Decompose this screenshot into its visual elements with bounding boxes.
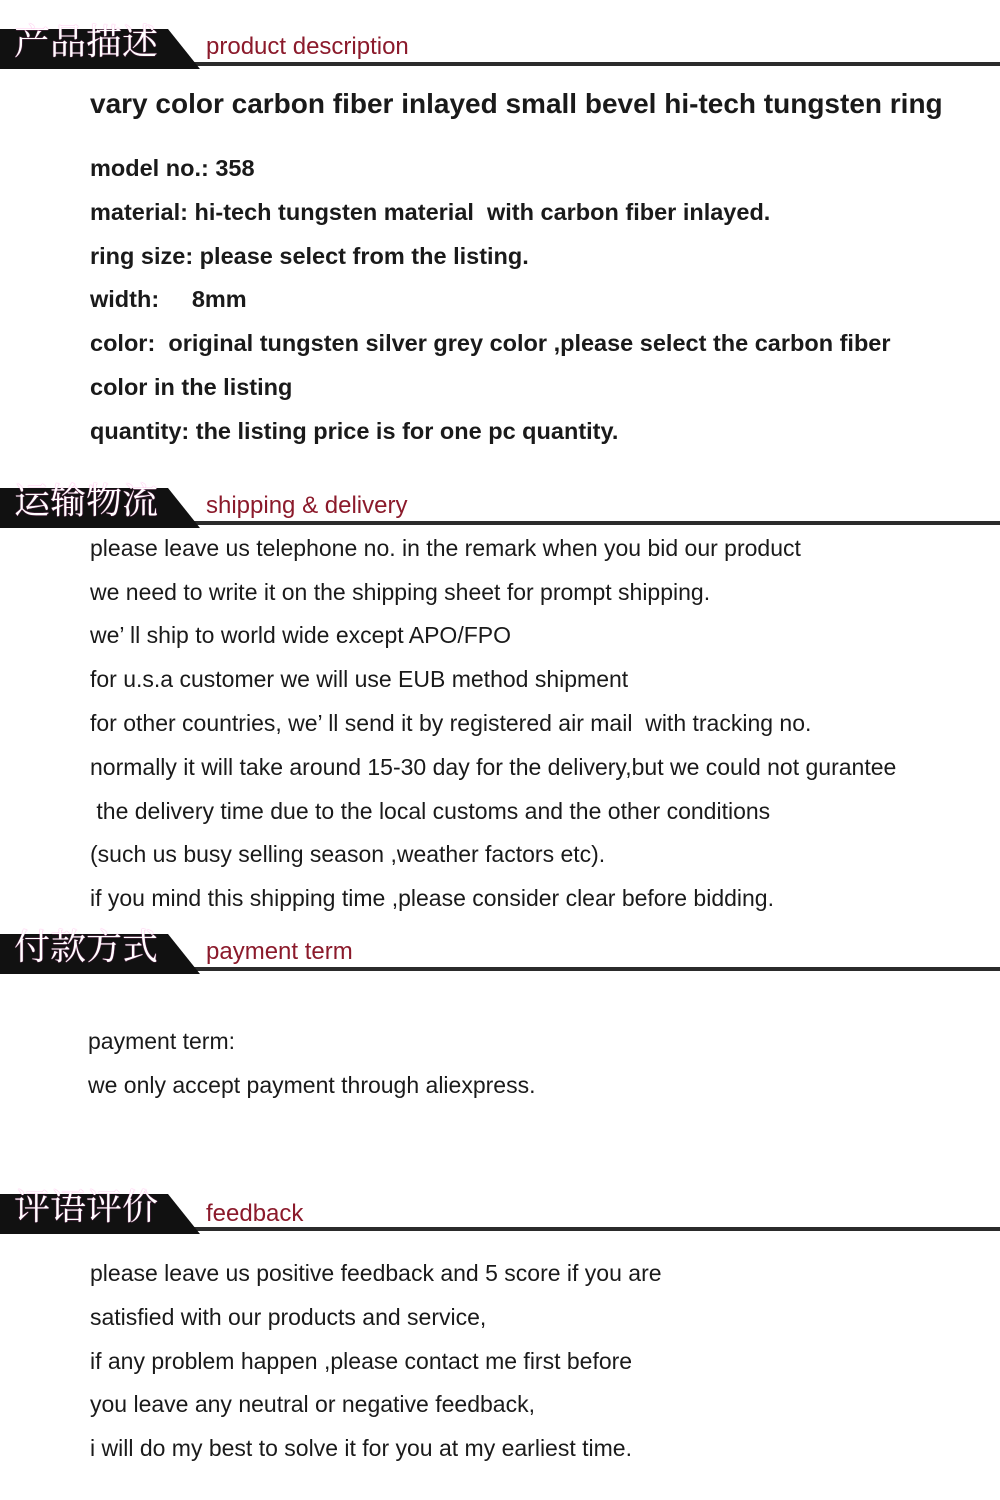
shipping-line: we need to write it on the shipping sheet for prompt shipping. — [90, 579, 711, 605]
feedback-line: if any problem happen ,please contact me first before — [90, 1348, 633, 1374]
header-title-cn: 产品描述 — [14, 22, 159, 63]
header-title-cn: 评语评价 — [14, 1187, 159, 1228]
section-header-product — [0, 22, 1000, 85]
header-title-en: feedback — [206, 1200, 304, 1227]
header-title-en: product description — [206, 33, 409, 60]
shipping-line: (such us busy selling season ,weather factors etc). — [90, 841, 606, 867]
spec-color: color: original tungsten silver grey color ,please select the carbon fiber — [90, 330, 891, 356]
header-title-cn: 运输物流 — [14, 481, 159, 522]
payment-line: payment term: — [88, 1028, 235, 1054]
shipping-line: we’ ll ship to world wide except APO/FPO — [90, 622, 511, 648]
section-header-payment — [0, 927, 1000, 990]
product-title: vary color carbon fiber inlayed small bevel hi-tech tungsten ring — [90, 88, 943, 119]
shipping-line: please leave us telephone no. in the remark when you bid our product — [90, 535, 801, 561]
header-title-cn: 付款方式 — [14, 927, 159, 968]
shipping-line: the delivery time due to the local customs and the other conditions — [90, 798, 771, 824]
spec-width: width: 8mm — [90, 286, 247, 312]
spec-color-cont: color in the listing — [90, 374, 293, 400]
shipping-line: normally it will take around 15-30 day for the delivery,but we could not gurantee — [90, 754, 897, 780]
spec-model: model no.: 358 — [90, 155, 255, 181]
shipping-line: for u.s.a customer we will use EUB method shipment — [90, 666, 629, 692]
shipping-line: for other countries, we’ ll send it by registered air mail with tracking no. — [90, 710, 812, 736]
feedback-line: you leave any neutral or negative feedback, — [90, 1391, 535, 1417]
spec-quantity: quantity: the listing price is for one pc quantity. — [90, 418, 619, 444]
header-title-en: shipping & delivery — [206, 492, 408, 519]
header-title-en: payment term — [206, 938, 353, 965]
feedback-line: i will do my best to solve it for you at my earliest time. — [90, 1435, 632, 1461]
spec-material: material: hi-tech tungsten material with carbon fiber inlayed. — [90, 199, 771, 225]
payment-line: we only accept payment through aliexpress. — [88, 1072, 536, 1098]
section-header-feedback — [0, 1187, 1000, 1250]
shipping-line: if you mind this shipping time ,please consider clear before bidding. — [90, 885, 774, 911]
spec-ring-size: ring size: please select from the listing. — [90, 243, 529, 269]
feedback-line: satisfied with our products and service, — [90, 1304, 487, 1330]
feedback-line: please leave us positive feedback and 5 score if you are — [90, 1260, 662, 1286]
